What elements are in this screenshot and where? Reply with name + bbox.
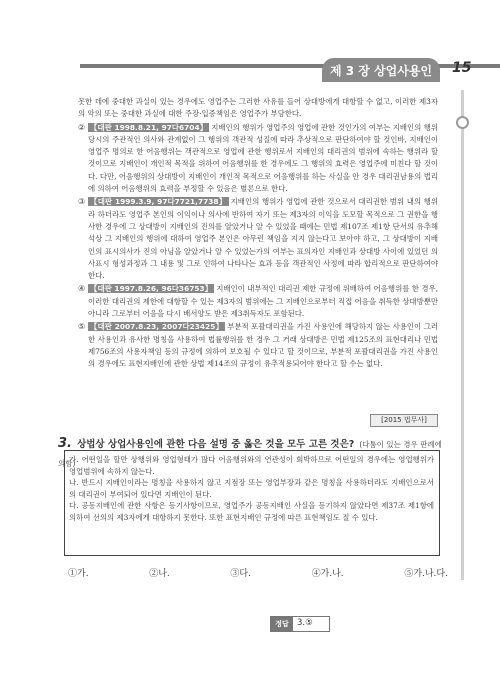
case-text: 지배인의 행위가 영업에 관한 것으로서 대리권한 범위 내의 행위라 하더라도 영업주 본인의 이익이나 의사에 반하여 자기 또는 제3자의 이익을 도모할 목적으로 그 권한을 행사한 경우에 그 상대방이 지배인의 진의를 알았거나 알 수 있었을 때에는 민법 제107조 제1항 단서의 유추해석상 그 지배인의 행위에 대하여 영업주 본인은 아무런 책임을 지지 않는다고 보아야 하고, 그 상대방이 지배인의 표시의사가 진의 아님을 알았거나 알 수 있었는가의 여부는 표의자인 지배인과 상대방 사이에 있었던 의사표시 형성과정과 그 내용 및 그로 인하여 나타나는 효과 등을 객관적인 사정에 따라 합리적으로 판단하여야 한다. (88, 197, 438, 281)
item-marker: ③ (78, 197, 86, 207)
answer-box (270, 616, 330, 632)
case-text: 지배인의 행위가 영업주의 영업에 관한 것인가의 여부는 지배인의 행위 당시의 주관적인 의사와 관계없이 그 행위의 객관적 성질에 따라 추상적으로 판단하여야 할 것인바, 지배인이 영업주 명의로 한 어음행위는 객관적으로 영업에 관한 행위로서 지배인의 대리권의 범위에 속하는 행위라 할 것이므로 지배인이 개인적 목적을 위하여 어음행위를 한 경우에도 그 행위의 효력은 영업주에 미친다 할 것이다. 다만, 어음행위의 상대방이 지배인이 개인적 목적으로 어음행위를 하는 사실을 안 경우 대리권남용의 법리에 의하여 어음행위의 효력을 부정할 수 있음은 별론으로 한다. (88, 122, 438, 194)
item-marker: ④ (78, 284, 86, 294)
case-citation: 【대판 1997.8.26, 96다36753】 (90, 284, 213, 294)
case-text: 부분적 포괄대리권을 가진 사용인에 해당하지 않는 사용인이 그러한 사용인과 유사한 명칭을 사용하여 법률행위를 한 경우 그 거래 상대방은 민법 제125조의 표현대리나 민법 제756조의 사용자책임 등의 규정에 의하여 보호될 수 있다고 할 것이므로, 부분적 포괄대리권을 가진 사용인의 경우에도 표현지배인에 관한 상법 제14조의 규정이 유추적용되어야 한다고 할 수는 없다. (88, 322, 438, 369)
statement: 가. 어떤일을 할만 상행위와 영업형태가 많다 어음행위와의 연관성이 회박하므로 어떤일의 경우에는 영업행위가 영업범위에 속하지 않는다. (69, 455, 434, 476)
question-number: 3. (58, 436, 72, 451)
item-marker: ② (78, 122, 86, 132)
option-5: ⑤가.나.다. (404, 569, 448, 579)
answer-label: 정답 (271, 617, 293, 631)
option-2: ②나. (149, 569, 170, 579)
statement: 나. 반드시 지배인이라는 명칭을 사용하지 않고 지점장 또는 영업부장과 같은 명칭을 사용하더라도 지배인으로서의 대리권이 부여되어 있다면 지배인이 된다. (69, 478, 434, 499)
page-header (0, 58, 500, 84)
option-1: ①가. (68, 569, 89, 579)
intro-paragraph: 못한 데에 중대한 과실이 있는 경우에도 영업주는 그러한 사유를 들어 상대방에게 대항할 수 없고, 이러한 제3자의 악의 또는 중대한 과실에 대한 주장·입증책임은 영업주가 부담한다. (78, 97, 438, 119)
answer-options (68, 566, 448, 579)
case-commentary (78, 96, 438, 371)
case-citation: 【대판 1999.3.9, 97다7721,7738】 (90, 197, 227, 207)
case-item (78, 122, 438, 196)
chapter-title: 제 3 장 상업사용인 (330, 64, 433, 78)
case-item (78, 196, 438, 282)
option-4: ④가.나. (311, 569, 344, 579)
exam-source-tag: [2015 법무사] (370, 414, 438, 427)
answer-value: 3.⑤ (297, 618, 313, 628)
case-item (78, 321, 438, 370)
page-number: 15 (452, 60, 472, 76)
item-marker: ⑤ (78, 322, 86, 332)
case-item (78, 283, 438, 320)
question-text: 상법상 상업사용인에 관한 다음 설명 중 옳은 것을 모두 고른 것은? (77, 439, 355, 450)
margin-ring-icon (456, 116, 469, 129)
case-citation: 【대판 1998.8.21, 97다6704】 (90, 122, 208, 132)
statement: 다. 공동지배인에 관한 사항은 등기사항이므로, 영업주가 공동지배인 사실을 등기하지 않았다면 제37조 제1항에 의하여 선의의 제3자에게 대항하지 못한다. 또한 표현지배인 규정에 따른 표현책임도 질 수 있다. (69, 501, 434, 522)
statement-box (64, 450, 440, 556)
option-3: ③다. (230, 569, 251, 579)
case-citation: 【대판 2007.8.23, 2007다23425】 (90, 322, 224, 332)
case-text: 지배인이 내부적인 대리권 제한 규정에 위배하여 어음행위를 한 경우, 이러한 대리권의 제한에 대항할 수 있는 제3자의 범위에는 그 지배인으로부터 직접 어음을 취득한 상대방뿐만 아니라 그로부터 어음을 다시 배서양도 받은 제3취득자도 포함된다. (88, 284, 438, 319)
margin-bar (461, 90, 464, 580)
question-note: (다툼이 있는 경우 판례에 의함) (58, 440, 442, 468)
